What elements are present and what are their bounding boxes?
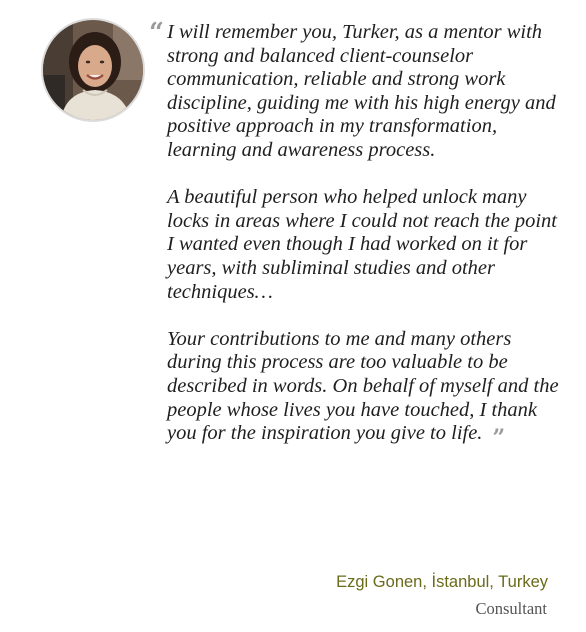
author-name: Ezgi Gonen, İstanbul, Turkey	[336, 573, 548, 591]
close-quote-icon: ”	[492, 425, 506, 452]
open-quote-icon: “	[149, 18, 164, 48]
author-role: Consultant	[475, 599, 547, 618]
testimonial-paragraph-text: Your contributions to me and many others during this process are too valuable to be described in words. On behalf of myself and the people whose lives you have touched, I thank you for the inspiration you give to life.	[167, 327, 559, 445]
testimonial-paragraph	[167, 327, 559, 452]
testimonial-paragraph: I will remember you, Turker, as a mentor with strong and balanced client-counselor communication, reliable and strong work discipline, guiding me with his high energy and positive approach in my transformation, learning and awareness process.	[167, 21, 556, 161]
avatar-photo	[43, 20, 143, 120]
testimonial-text	[167, 21, 559, 452]
testimonial-paragraph: A beautiful person who helped unlock many locks in areas where I could not reach the point I wanted even though I had worked on it for years, with subliminal studies and other techniques…	[167, 186, 557, 303]
avatar	[41, 18, 145, 122]
